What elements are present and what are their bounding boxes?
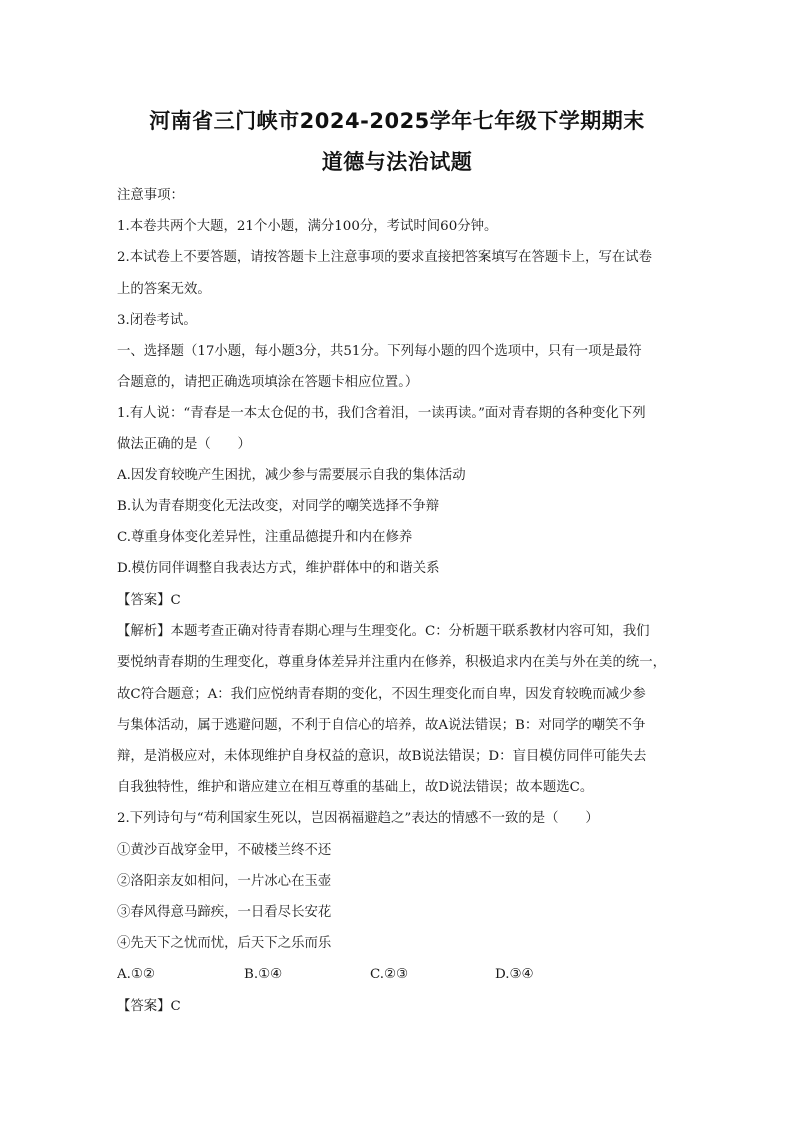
question-2-poem-1: ①黄沙百战穿金甲，不破楼兰终不还 — [117, 843, 332, 858]
question-1-analysis-5: 辩，是消极应对，未体现维护自身权益的意识，故B说法错误；D：盲目模仿同伴可能失去 — [117, 749, 647, 764]
section-instructions-cont: 合题意的，请把正确选项填涂在答题卡相应位置。） — [117, 375, 419, 390]
exam-subtitle: 道德与法治试题 — [321, 150, 473, 174]
question-1-analysis-4: 与集体活动，属于逃避问题，不利于自信心的培养，故A说法错误；B：对同学的嘲笑不争 — [117, 718, 646, 733]
notes-heading: 注意事项： — [117, 188, 184, 203]
question-2-poem-2: ②洛阳亲友如相问，一片冰心在玉壶 — [117, 874, 332, 889]
question-2-stem: 2.下列诗句与“苟利国家生死以，岂因祸福避趋之”表达的情感不一致的是（ ） — [117, 811, 599, 826]
exam-title: 河南省三门峡市2024-2025学年七年级下学期期末 — [149, 109, 645, 133]
question-1-stem-cont: 做法正确的是（ ） — [117, 437, 251, 452]
note-item-3: 3.闭卷考试。 — [117, 313, 197, 328]
section-instructions: 一、选择题（17小题，每小题3分，共51分。下列每小题的四个选项中，只有一项是最符 — [117, 344, 642, 359]
question-1-analysis-3: 故C符合题意；A：我们应悦纳青春期的变化，不因生理变化而自卑，因发育较晚而减少参 — [117, 687, 646, 702]
question-1-answer: 【答案】C — [117, 593, 181, 608]
question-1-analysis-2: 要悦纳青春期的生理变化，尊重身体差异并注重内在修养，积极追求内在美与外在美的统一， — [117, 655, 667, 670]
question-2-option-a: A.①② — [117, 967, 155, 982]
note-item-2: 2.本试卷上不要答题，请按答题卡上注意事项的要求直接把答案填写在答题卡上，写在试卷 — [117, 250, 653, 265]
question-2-option-d: D.③④ — [495, 967, 534, 982]
question-2-option-b: B.①④ — [244, 967, 283, 982]
question-1-option-a: A.因发育较晚产生困扰，减少参与需要展示自我的集体活动 — [117, 468, 466, 483]
question-2-poem-4: ④先天下之忧而忧，后天下之乐而乐 — [117, 936, 332, 951]
question-1-option-d: D.模仿同伴调整自我表达方式，维护群体中的和谐关系 — [117, 561, 440, 576]
question-1-stem: 1.有人说：“青春是一本太仓促的书，我们含着泪，一读再读。”面对青春期的各种变化下列 — [117, 406, 646, 421]
question-1-analysis-6: 自我独特性，维护和谐应建立在相互尊重的基础上，故D说法错误；故本题选C。 — [117, 780, 594, 795]
question-1-analysis-1: 【解析】本题考查正确对待青春期心理与生理变化。C：分析题干联系教材内容可知，我们 — [117, 624, 650, 639]
note-item-1: 1.本卷共两个大题，21个小题，满分100分，考试时间60分钟。 — [117, 219, 498, 234]
question-1-option-c: C.尊重身体变化差异性，注重品德提升和内在修养 — [117, 530, 413, 545]
question-2-poem-3: ③春风得意马蹄疾，一日看尽长安花 — [117, 905, 332, 920]
question-1-option-b: B.认为青春期变化无法改变，对同学的嘲笑选择不争辩 — [117, 499, 440, 514]
question-2-option-c: C.②③ — [370, 967, 409, 982]
question-2-answer: 【答案】C — [117, 999, 181, 1014]
note-item-2-cont: 上的答案无效。 — [117, 282, 211, 297]
